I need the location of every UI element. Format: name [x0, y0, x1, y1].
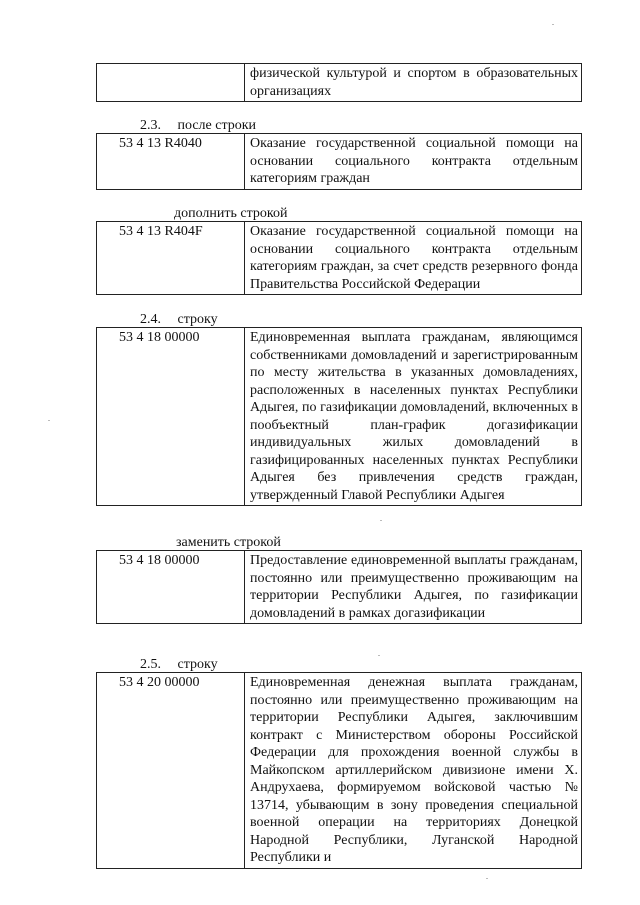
clause-instruction: после строки: [177, 118, 257, 133]
scan-speck: [48, 420, 50, 421]
table-row: [97, 551, 582, 624]
description-cell: Предоставление единовременной выплаты гражданам, постоянно или преимущественно проживающим на территории Республики Адыгея, по газификации домовладений в рамках догазификации: [245, 551, 582, 624]
description-cell: Единовременная выплата гражданам, являющимся собственниками домовладений и зарегистрированным по месту жительства в указанных домовладениях, расположенных в населенных пунктах Республики Адыгея, по газификации домовладений, включенных в пообъектный план-график догазификации индивидуальных жилых домовладений в газифицированных населенных пунктах Республики Адыгея без привлечения средств граждан, утвержденный Главой Республики Адыгея: [245, 328, 582, 506]
budget-code-cell: 53 4 18 00000: [97, 328, 245, 506]
table-row: [97, 222, 582, 295]
budget-code-cell: 53 4 20 00000: [97, 673, 245, 869]
replace-row-label: [176, 534, 281, 551]
scan-speck: [380, 520, 382, 521]
table-replace-row: [96, 550, 582, 624]
scan-speck: [552, 24, 554, 25]
table-2-5: [96, 672, 582, 869]
budget-code-cell: 53 4 13 R404F: [97, 222, 245, 295]
scan-speck: [378, 655, 380, 656]
description-cell: Единовременная денежная выплата гражданам, постоянно или преимущественно проживающим на территории Республики Адыгея, заключившим контракт с Министерством обороны Российской Федерации для прохождения военной службы в Майкопском артиллерийском дивизионе имени Х. Андрухаева, формируемом войсковой частью № 13714, убывающим в зону проведения специальной военной операции на территориях Донецкой Народной Республики, Луганской Народной Республики и: [245, 673, 582, 869]
description-cell: Оказание государственной социальной помощи на основании социального контракта отдельным категориям граждан: [245, 134, 582, 190]
table-row: [97, 64, 582, 102]
table-row: [97, 328, 582, 506]
add-row-label: [174, 205, 288, 222]
clause-2-3-label: [140, 117, 256, 134]
description-cell: Оказание государственной социальной помощи на основании социального контракта отдельным категориям граждан, за счет средств резервного фонда Правительства Российской Федерации: [245, 222, 582, 295]
clause-instruction: строку: [177, 657, 218, 672]
table-2-4: [96, 327, 582, 506]
clause-instruction: строку: [177, 312, 218, 327]
table-2-3: [96, 133, 582, 190]
clause-number: 2.4.: [140, 312, 161, 327]
clause-instruction: дополнить строкой: [174, 206, 288, 221]
table-row: [97, 673, 582, 869]
clause-number: 2.3.: [140, 118, 161, 133]
clause-number: 2.5.: [140, 657, 161, 672]
budget-code-cell: [97, 64, 245, 102]
table-continued: [96, 63, 582, 102]
clause-2-4-label: [140, 311, 218, 328]
budget-code-cell: 53 4 13 R4040: [97, 134, 245, 190]
budget-code-cell: 53 4 18 00000: [97, 551, 245, 624]
clause-2-5-label: [140, 656, 218, 673]
table-add-row: [96, 221, 582, 295]
clause-instruction: заменить строкой: [176, 535, 281, 550]
table-row: [97, 134, 582, 190]
scan-speck: [486, 878, 488, 879]
description-cell: физической культурой и спортом в образовательных организациях: [245, 64, 582, 102]
